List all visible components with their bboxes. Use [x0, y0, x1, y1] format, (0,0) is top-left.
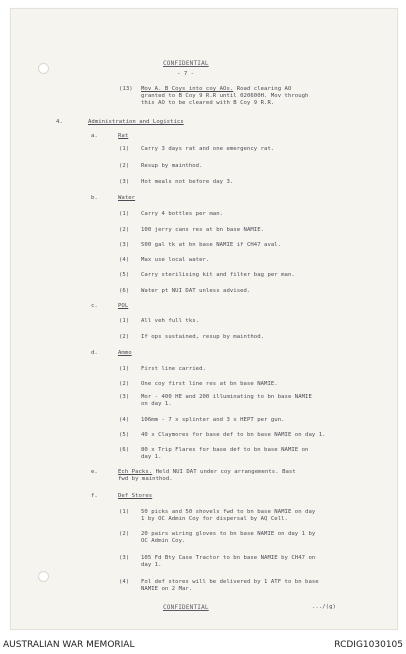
a-item-num: (1): [119, 146, 130, 152]
sub-d-title: Ammo: [118, 350, 132, 356]
f-item-num: (4): [119, 579, 130, 585]
d-item-text: day 1.: [141, 454, 162, 460]
sub-c-title: POL: [118, 303, 129, 309]
b-item-num: (5): [119, 272, 130, 278]
sub-d-letter: d.: [91, 350, 98, 356]
b-item-text: Water pt NUI DAT unless advised.: [141, 288, 251, 294]
a-item-text: Hot meals not before day 3.: [141, 179, 234, 185]
sub-f-letter: f.: [91, 493, 98, 499]
sub-b-letter: b.: [91, 195, 98, 201]
a-item-text: Carry 3 days rat and one emergency rat.: [141, 146, 275, 152]
f-item-num: (2): [119, 531, 130, 537]
item-13-line2: granted to B Coy 9 R.R until 020600H. Mov through: [141, 93, 309, 99]
classification-top: CONFIDENTIAL: [163, 60, 209, 67]
item-13-line3: this AO to be cleared with B Coy 9 R.R.: [141, 100, 275, 106]
f-item-text: 50 picks and 50 shovels fwd to bn base NAMIE on day: [141, 509, 316, 515]
section-4-num: 4.: [56, 119, 63, 125]
sub-f-title: Def Stores: [118, 493, 153, 499]
punch-hole: [38, 63, 49, 74]
sub-c-letter: c.: [91, 303, 98, 309]
classification-bottom: CONFIDENTIAL: [163, 604, 209, 611]
d-item-text: First line carried.: [141, 366, 206, 372]
a-item-num: (3): [119, 179, 130, 185]
a-item-text: Resup by mainthod.: [141, 163, 203, 169]
b-item-text: 500 gal tk at bn base NAMIE if CH47 aval.: [141, 242, 282, 248]
c-item-text: If ops sustained, resup by mainthod.: [141, 334, 265, 340]
d-item-text: 40 x Claymores for base def to bn base NAMIE on day 1.: [141, 432, 326, 438]
sub-e-letter: e.: [91, 469, 98, 475]
d-item-text: 80 x Trip Flares for base def to bn base NAMIE on: [141, 447, 309, 453]
sub-b-title: Water: [118, 195, 136, 201]
d-item-text: on day 1.: [141, 401, 172, 407]
f-item-num: (1): [119, 509, 130, 515]
b-item-text: Carry sterilising kit and filter bag per man.: [141, 272, 295, 278]
section-4-title: Administration and Logistics: [88, 119, 184, 125]
f-item-text: day 1.: [141, 562, 162, 568]
sub-a-letter: a.: [91, 133, 98, 139]
b-item-num: (3): [119, 242, 130, 248]
f-item-num: (3): [119, 555, 130, 561]
d-item-text: 106mm - 7 x splinter and 3 x HEPT per gun.: [141, 417, 285, 423]
item-13-line1: Mov A. B Coys into coy AOs. Road clearing AO: [141, 86, 292, 92]
page-number: - 7 -: [177, 71, 195, 77]
sub-a-title: Rat: [118, 133, 129, 139]
d-item-num: (2): [119, 381, 130, 387]
c-item-num: (1): [119, 318, 130, 324]
c-item-num: (2): [119, 334, 130, 340]
d-item-num: (5): [119, 432, 130, 438]
b-item-text: Carry 4 bottles per man.: [141, 211, 224, 217]
f-item-text: Fol def stores will be delivered by 1 ATF to bn base: [141, 579, 319, 585]
d-item-num: (3): [119, 394, 130, 400]
continuation-marker: .../(g): [312, 604, 336, 610]
b-item-num: (4): [119, 257, 130, 263]
sub-e-line2: fwd by mainthod.: [118, 476, 173, 482]
d-item-num: (4): [119, 417, 130, 423]
item-13-num: (13): [119, 86, 133, 92]
f-item-text: OC Admin Coy.: [141, 538, 186, 544]
d-item-num: (1): [119, 366, 130, 372]
b-item-num: (6): [119, 288, 130, 294]
f-item-text: 20 pairs wiring gloves to bn base NAMIE on day 1 by: [141, 531, 316, 537]
footer-bar: [0, 636, 406, 654]
b-item-text: 100 jerry cans res at bn base NAMIE.: [141, 227, 265, 233]
d-item-text: Mor - 400 HE and 200 illuminating to bn base NAMIE: [141, 394, 312, 400]
sub-e-line1: Ech Packs. Held NUI DAT under coy arrangements. Bast: [118, 469, 296, 475]
a-item-num: (2): [119, 163, 130, 169]
c-item-text: All veh full tks.: [141, 318, 200, 324]
footer-record-id: RCDIG1030105: [334, 640, 403, 650]
footer-archive-name: AUSTRALIAN WAR MEMORIAL: [3, 640, 135, 650]
b-item-num: (2): [119, 227, 130, 233]
b-item-text: Max use local water.: [141, 257, 210, 263]
d-item-num: (6): [119, 447, 130, 453]
f-item-text: 105 Fd Bty Case Tractor to bn base NAMIE by CH47 on: [141, 555, 316, 561]
b-item-num: (1): [119, 211, 130, 217]
f-item-text: NAMIE on 2 Mar.: [141, 586, 193, 592]
d-item-text: One coy first line res at bn base NAMIE.: [141, 381, 278, 387]
punch-hole: [38, 571, 49, 582]
f-item-text: 1 by OC Admin Coy for dispersal by AQ Cell.: [141, 516, 288, 522]
